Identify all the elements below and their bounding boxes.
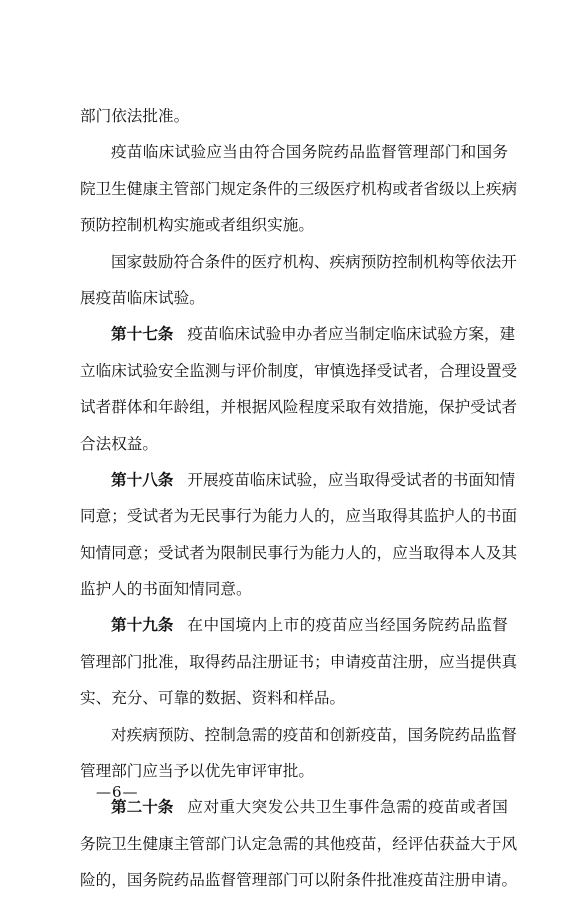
- line-text: 险 的 ， 国 务 院 药 品 监 督 管 理 部 门 可 以 附 条 件 批 准 疫 苗 注 册 申 请 。: [80, 871, 518, 890]
- line-text: 对 疾 病 预 防 、 控 制 急 需 的 疫 苗 和 创 新 疫 苗 ， 国 务 院 药 品 监 督: [111, 725, 517, 744]
- text-line: [80, 680, 508, 716]
- line-text: 务 院 卫 生 健 康 主 管 部 门 认 定 急 需 的 其 他 疫 苗 ， 经 评 估 获 益 大 于 风: [80, 834, 518, 853]
- line-text: 在 中 国 境 内 上 市 的 疫 苗 应 当 经 国 务 院 药 品 监 督: [187, 616, 508, 635]
- text-line: [80, 571, 508, 607]
- text-line: [80, 862, 518, 898]
- line-text: 预防控制机构实施或者组织实施。: [80, 216, 314, 235]
- article-heading: 第十七条: [111, 325, 174, 344]
- article-heading: 第二十条: [111, 798, 174, 817]
- line-text: 应 对 重 大 突 发 公 共 卫 生 事 件 急 需 的 疫 苗 或 者 国: [187, 798, 508, 817]
- line-text: 知 情 同 意 ； 受 试 者 为 限 制 民 事 行 为 能 力 人 的 ， 应 当 取 得 本 人 及 其: [80, 543, 518, 562]
- line-text: 国 家 鼓 励 符 合 条 件 的 医 疗 机 构 、 疾 病 预 防 控 制 机 构 等 依 法 开: [111, 252, 517, 271]
- line-text: 管理部门应当予以优先审评审批。: [80, 762, 314, 781]
- text-line: [80, 753, 508, 789]
- text-line: [80, 389, 518, 425]
- text-line: [80, 244, 517, 280]
- line-text: 展疫苗临床试验。: [80, 288, 205, 307]
- article-heading: 第十九条: [111, 616, 174, 635]
- line-text: 监护人的书面知情同意。: [80, 580, 252, 599]
- line-text: 管 理 部 门 批 准 ， 取 得 药 品 注 册 证 书 ； 申 请 疫 苗 注 册 ， 应 当 提 供 真: [80, 652, 518, 671]
- text-line: [80, 607, 508, 643]
- text-line: [80, 426, 508, 462]
- text-line: [80, 717, 517, 753]
- line-text: 立 临 床 试 验 安 全 监 测 与 评 价 制 度 ， 审 慎 选 择 受 试 者 ， 合 理 设 置 受: [80, 361, 518, 380]
- line-text: 实、充分、可靠的数据、资料和样品。: [80, 689, 346, 708]
- text-line: [80, 826, 518, 862]
- text-line: [80, 98, 508, 134]
- text-line: [80, 353, 518, 389]
- line-text: 开 展 疫 苗 临 床 试 验 ， 应 当 取 得 受 试 者 的 书 面 知 情: [187, 470, 516, 489]
- text-line: [80, 498, 518, 534]
- text-line: [80, 171, 518, 207]
- text-line: [80, 789, 508, 825]
- text-line: [80, 280, 508, 316]
- article-heading: 第十八条: [111, 470, 174, 489]
- text-line: [80, 535, 518, 571]
- body-text: [80, 98, 518, 899]
- page-number: —6—: [96, 783, 139, 801]
- text-line: [80, 316, 516, 352]
- text-line: [80, 644, 518, 680]
- line-text: 同 意 ； 受 试 者 为 无 民 事 行 为 能 力 人 的 ， 应 当 取 得 其 监 护 人 的 书 面: [80, 507, 518, 526]
- text-line: [80, 207, 508, 243]
- line-text: 部门依法批准。: [80, 107, 190, 125]
- line-text: 试 者 群 体 和 年 龄 组 ， 并 根 据 风 险 程 度 采 取 有 效 措 施 ， 保 护 受 试 者: [80, 398, 518, 417]
- line-text: 疫 苗 临 床 试 验 应 当 由 符 合 国 务 院 药 品 监 督 管 理 部 门 和 国 务: [111, 143, 508, 162]
- line-text: 疫 苗 临 床 试 验 申 办 者 应 当 制 定 临 床 试 验 方 案 ， 建: [187, 325, 516, 344]
- line-text: 院 卫 生 健 康 主 管 部 门 规 定 条 件 的 三 级 医 疗 机 构 或 者 省 级 以 上 疾 病: [80, 179, 518, 198]
- line-text: 合法权益。: [80, 434, 158, 453]
- text-line: [80, 134, 508, 170]
- text-line: [80, 462, 516, 498]
